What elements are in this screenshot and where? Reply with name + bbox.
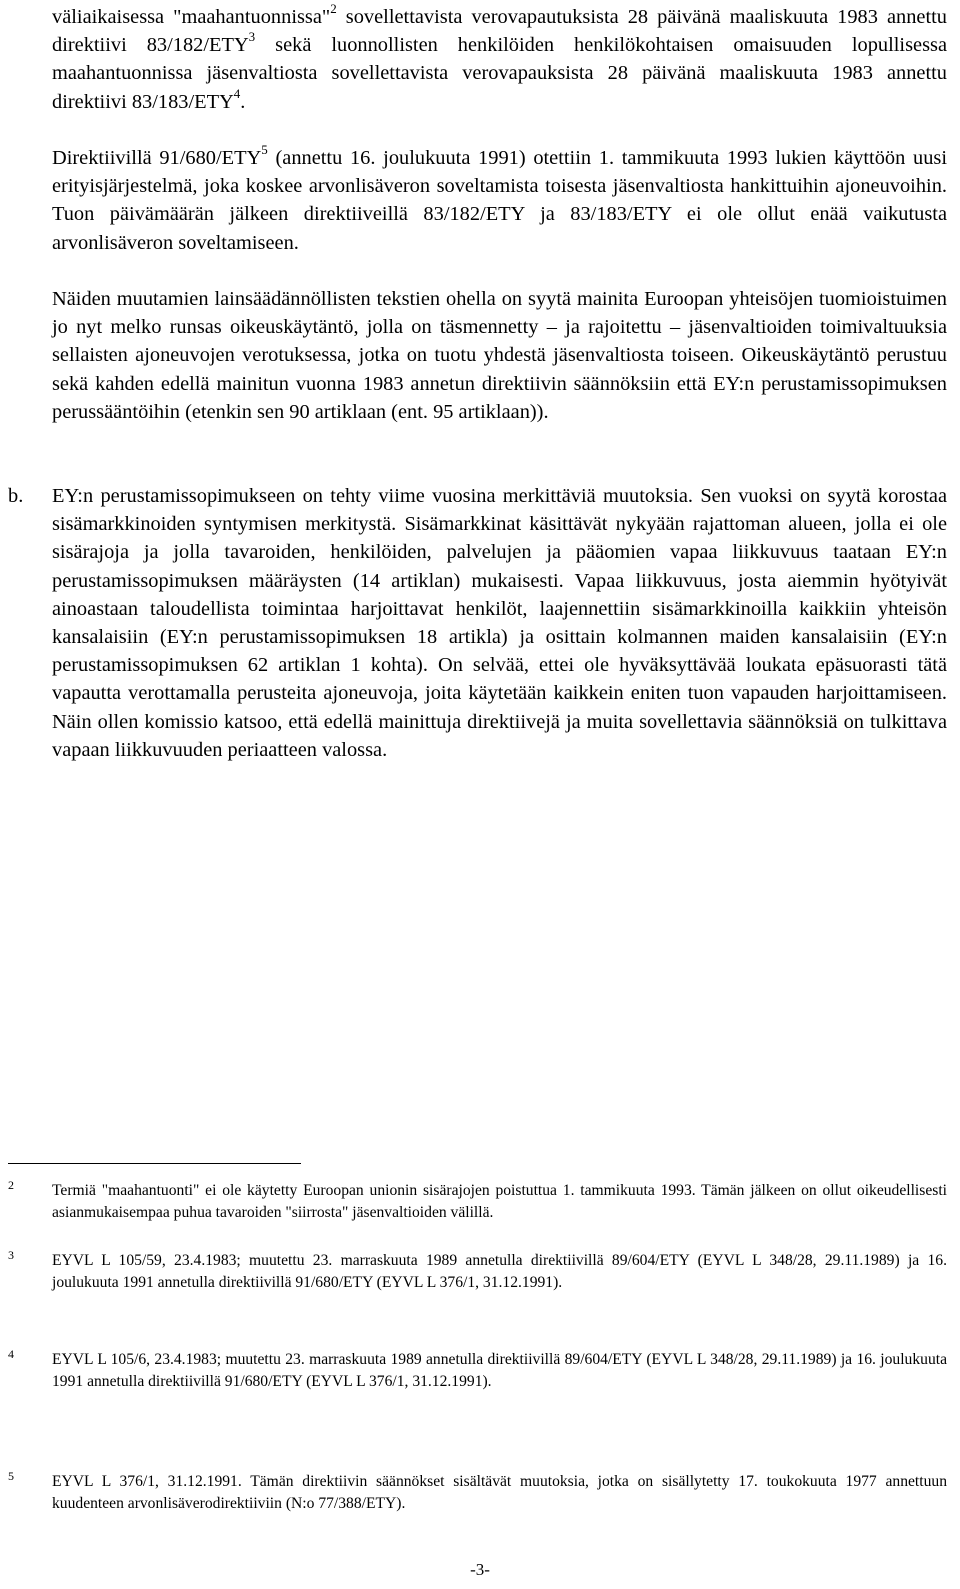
paragraph-2-text-a: Direktiivillä 91/680/ETY xyxy=(52,147,262,169)
page-number: -3- xyxy=(470,1560,490,1579)
footnote-5 xyxy=(8,1471,947,1515)
footnote-ref-3[interactable]: 3 xyxy=(248,29,256,45)
footnote-2 xyxy=(8,1180,947,1224)
footnote-4 xyxy=(8,1349,947,1393)
list-item-b xyxy=(8,482,947,764)
footnote-number: 4 xyxy=(8,1347,14,1361)
footnote-number: 5 xyxy=(8,1469,14,1483)
footnote-3 xyxy=(8,1250,947,1294)
list-item-text: EY:n perustamissopimukseen on tehty viime vuosina merkittäviä muutoksia. Sen vuoksi on syytä korostaa sisämarkkinoiden syntymisen merkitystä. Sisämarkkinat käsittävät nykyään rajattoman alueen, jolla ei ole sisärajoja ja jolla tavaroiden, henkilöiden, palvelujen ja pääomien vapaa liikkuvuus taataan EY:n perustamissopimuksen määräysten (14 artiklan) mukaisesti. Vapaa liikkuvuus, josta aiemmin hyötyivät ainoastaan taloudellista toimintaa harjoittavat henkilöt, laajennettiin sisämarkkinoilla kaikkiin yhteisön kansalaisiin (EY:n perustamissopimuksen 18 artikla) ja osittain kolmannen maiden kansalaisiin (EY:n perustamissopimuksen 62 artiklan 1 kohta). On selvää, ettei ole hyväksyttävää loukata epäsuorasti tätä vapautta verottamalla perusteita ajoneuvoja, joita käytetään kaikkein eniten tuon vapauden harjoittamiseen. Näin ollen komissio katsoo, että edellä mainittuja direktiivejä ja muita sovellettavia säännöksiä on tulkittava vapaan liikkuvuuden periaatteen valossa. xyxy=(52,485,947,761)
paragraph-3: Näiden muutamien lainsäädännöllisten tekstien ohella on syytä mainita Euroopan yhteisöjen tuomioistuimen jo nyt melko runsas oikeuskäytäntö, jolla on täsmennetty – ja rajoitettu – jäsenvaltioiden toimivaltuuksia sellaisten ajoneuvojen verotuksessa, jotka on tuotu yhdestä jäsenvaltiosta toiseen. Oikeuskäytäntö perustuu sekä kahden edellä mainitun vuonna 1983 annetun direktiivin säännöksiin että EY:n perustamissopimuksen perussääntöihin (etenkin sen 90 artiklaan (ent. 95 artiklaan)). xyxy=(52,288,947,423)
footnote-text: EYVL L 105/59, 23.4.1983; muutettu 23. marraskuuta 1989 annetulla direktiivillä 89/604/ETY (EYVL L 348/28, 29.11.1989) ja 16. joulukuuta 1991 annetulla direktiivillä 91/680/ETY (EYVL L 376/1, 31.12.1991). xyxy=(52,1252,947,1291)
footnote-ref-4[interactable]: 4 xyxy=(233,85,241,101)
paragraph-1-text-b: sovellettavista verovapautuksista 28 päivänä maaliskuuta 1983 annettu direktiivi 83/182/ETY xyxy=(52,6,947,57)
footnote-text: Termiä "maahantuonti" ei ole käytetty Euroopan unionin sisärajojen poistuttua 1. tammikuuta 1993. Tämän jälkeen on ollut oikeudellisesti asianmukaisempaa puhua tavaroiden "siirrosta" jäsenvaltioiden välillä. xyxy=(52,1182,947,1221)
paragraph-1-text-c: sekä luonnollisten henkilöiden henkilökohtaisen omaisuuden lopullisessa maahantuonnissa jäsenvaltiosta sovellettavista verovapauksista 28 päivänä maaliskuuta 1983 annettu direktiivi 83/183/ETY xyxy=(52,34,947,113)
paragraph-1-text-a: väliaikaisessa "maahantuonnissa" xyxy=(52,6,331,28)
paragraph-1-text-d: . xyxy=(240,90,246,113)
footnote-ref-2[interactable]: 2 xyxy=(330,1,337,17)
footnote-text: EYVL L 105/6, 23.4.1983; muutettu 23. marraskuuta 1989 annetulla direktiivillä 89/604/ETY (EYVL L 348/28, 29.11.1989) ja 16. joulukuuta 1991 annetulla direktiivillä 91/680/ETY (EYVL L 376/1, 31.12.1991). xyxy=(52,1351,947,1390)
footnote-number: 3 xyxy=(8,1248,14,1262)
paragraph-2-text-b: (annettu 16. joulukuuta 1991) otettiin 1. tammikuuta 1993 lukien käyttöön uusi erityisjärjestelmä, joka koskee arvonlisäveron soveltamista toisesta jäsenvaltiosta hankittuihin ajoneuvoihin. Tuon päivämäärän jälkeen direktiiveillä 83/182/ETY ja 83/183/ETY ei ole ollut enää vaikutusta arvonlisäveron soveltamiseen. xyxy=(52,147,947,254)
list-marker: b. xyxy=(8,485,24,507)
footnote-ref-5[interactable]: 5 xyxy=(261,142,268,158)
footnote-number: 2 xyxy=(8,1178,14,1192)
paragraph-2 xyxy=(52,144,947,257)
footnote-separator xyxy=(8,1163,301,1164)
footnote-text: EYVL L 376/1, 31.12.1991. Tämän direktiivin säännökset sisältävät muutoksia, jotka on sisällytetty 17. toukokuuta 1977 annettuun kuudenteen arvonlisäverodirektiiviin (N:o 77/388/ETY). xyxy=(52,1473,947,1512)
paragraph-1 xyxy=(52,3,947,116)
